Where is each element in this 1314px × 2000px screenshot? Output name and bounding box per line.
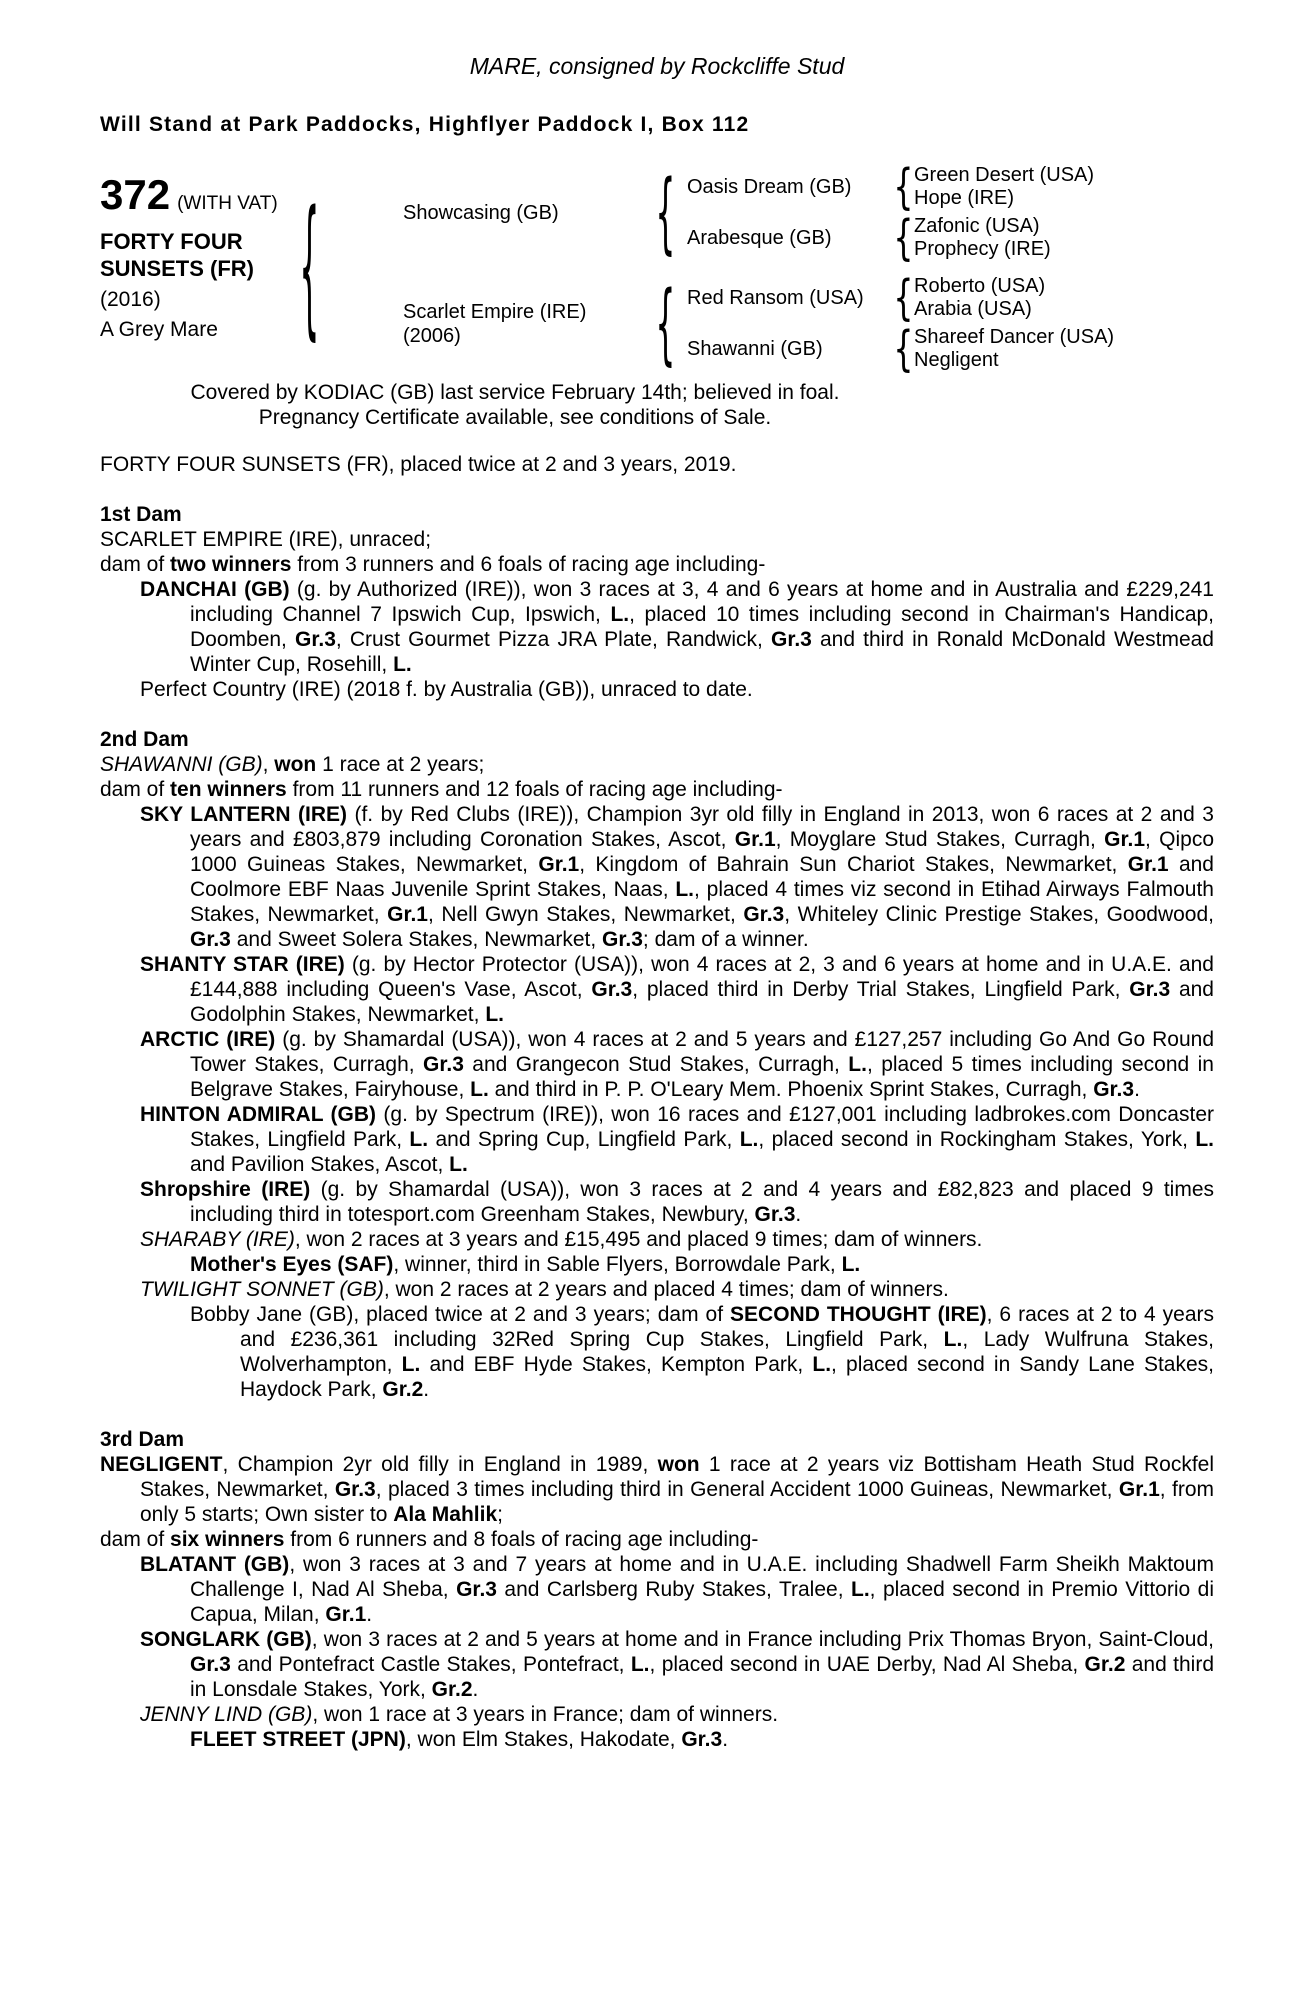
- text-segment: ;: [497, 1503, 503, 1526]
- text-segment: , Whiteley Clinic Prestige Stakes, Goodwood,: [784, 903, 1215, 926]
- text-segment: Gr.2: [431, 1678, 473, 1701]
- text-segment: L.: [449, 1153, 468, 1176]
- ancestor-name: Arabia (USA): [914, 298, 1032, 320]
- text-segment: .: [423, 1378, 430, 1401]
- race-record: FORTY FOUR SUNSETS (FR), placed twice at 2 and 3 years, 2019.: [100, 453, 737, 476]
- text-segment: Gr.1: [1118, 1478, 1160, 1501]
- text-segment: TWILIGHT SONNET (GB): [140, 1278, 384, 1301]
- text-segment: L.: [1195, 1128, 1214, 1151]
- text-segment: and Pavilion Stakes, Ascot,: [190, 1153, 450, 1176]
- text-segment: (g. by Spectrum (IRE)), won 16 races and £127,001 including ladbrokes.com Doncaster Stakes, Lingfield Park,: [190, 1103, 1214, 1151]
- text-segment: L.: [401, 1353, 421, 1376]
- text-segment: , won 2 races at 3 years and £15,495 and placed 9 times; dam of winners.: [294, 1228, 983, 1251]
- pedigree-paragraph: [100, 802, 1214, 952]
- lot-number: 372: [100, 171, 171, 218]
- ancestor-name: Prophecy (IRE): [914, 238, 1051, 260]
- text-segment: , won 1 race at 3 years in France; dam of winners.: [312, 1703, 779, 1726]
- text-segment: , Nell Gwyn Stakes, Newmarket,: [427, 903, 744, 926]
- foaling-year: (2016): [100, 288, 161, 311]
- section-heading: 1st Dam: [100, 503, 182, 526]
- text-segment: Ala Mahlik: [393, 1503, 498, 1526]
- brace-level2: [653, 192, 677, 234]
- text-segment: and third in P. P. O'Leary Mem. Phoenix Sprint Stakes, Curragh,: [488, 1078, 1094, 1101]
- dam-name-text: Scarlet Empire (IRE): [403, 300, 587, 323]
- text-segment: BLATANT (GB): [140, 1553, 290, 1576]
- text-segment: , placed second in Premio Vittorio di Capua, Milan,: [190, 1578, 1214, 1626]
- text-segment: Gr.3: [190, 928, 231, 951]
- text-segment: , Qipco 1000 Guineas Stakes, Newmarket,: [190, 828, 1214, 876]
- pedigree-paragraph: [100, 552, 1214, 577]
- text-segment: , placed 10 times including second in Chairman's Handicap, Doomben,: [190, 603, 1215, 651]
- text-segment: Perfect Country (IRE) (2018 f. by Australia (GB)), unraced to date.: [140, 678, 753, 701]
- text-segment: L.: [675, 878, 695, 901]
- text-segment: Gr.3: [743, 903, 785, 926]
- text-segment: Gr.2: [1084, 1653, 1126, 1676]
- pedigree-paragraph: [100, 752, 1214, 777]
- text-segment: (g. by Shamardal (USA)), won 3 races at 2 and 4 years and £82,823 and placed 9 times including third in totesport.com Greenham Stakes, Newbury,: [190, 1178, 1215, 1226]
- sire-sire-branch: [677, 164, 1094, 210]
- text-segment: , winner, third in Sable Flyers, Borrowdale Park,: [393, 1253, 842, 1276]
- pedigree-paragraph: [100, 1027, 1214, 1102]
- text-segment: , placed second in UAE Derby, Nad Al Sheba,: [649, 1653, 1085, 1676]
- text-segment: dam of: [100, 778, 171, 801]
- sire-dam-branch: [677, 215, 1094, 261]
- text-segment: Gr.1: [538, 853, 580, 876]
- pedigree-paragraph: [100, 1527, 1214, 1552]
- text-segment: and third in Lonsdale Stakes, York,: [190, 1653, 1214, 1701]
- text-segment: Shropshire (IRE): [140, 1178, 311, 1201]
- text-segment: DANCHAI (GB): [140, 578, 290, 601]
- horse-description: A Grey Mare: [100, 318, 218, 341]
- text-segment: Mother's Eyes (SAF): [190, 1253, 394, 1276]
- text-segment: and Sweet Solera Stakes, Newmarket,: [230, 928, 603, 951]
- text-segment: , won 3 races at 3 and 7 years at home and in U.A.E. including Shadwell Farm Sheikh Maktoum Challenge I, Nad Al Sheba,: [190, 1553, 1214, 1601]
- sire-branch: [323, 164, 1114, 261]
- text-segment: and Coolmore EBF Naas Juvenile Sprint Stakes, Naas,: [190, 853, 1214, 901]
- text-segment: Gr.3: [190, 1653, 231, 1676]
- sire-name: [323, 201, 653, 225]
- covering-details: [100, 380, 930, 430]
- text-segment: from 11 runners and 12 foals of racing age including-: [286, 778, 783, 801]
- text-segment: L.: [630, 1653, 650, 1676]
- pedigree-paragraph: [100, 527, 1214, 552]
- sire-sire-name: Oasis Dream (GB): [687, 176, 852, 198]
- dam-sire-branch: [677, 275, 1114, 321]
- text-segment: (g. by Hector Protector (USA)), won 4 races at 2, 3 and 6 years at home and in U.A.E. and £144,888 including Queen's Vase, Ascot,: [190, 953, 1214, 1001]
- pedigree-tree: [295, 164, 1114, 372]
- horse-name-line2: SUNSETS (FR): [100, 256, 254, 281]
- dam-dam-branch: [677, 326, 1114, 372]
- text-segment: , 6 races at 2 to 4 years and £236,361 including 32Red Spring Cup Stakes, Lingfield Park,: [240, 1303, 1214, 1351]
- text-segment: six winners: [170, 1528, 285, 1551]
- ancestor-name: Green Desert (USA): [914, 164, 1095, 186]
- text-segment: NEGLIGENT: [100, 1453, 223, 1476]
- brace-level3: [892, 166, 914, 208]
- text-segment: ten winners: [170, 778, 287, 801]
- text-segment: .: [472, 1678, 479, 1701]
- ancestor-name: Roberto (USA): [914, 275, 1046, 297]
- dam-name: [323, 300, 653, 348]
- text-segment: , Moyglare Stud Stakes, Curragh,: [775, 828, 1105, 851]
- brace-level2: [653, 303, 677, 345]
- dam-year: (2006): [403, 324, 461, 347]
- text-segment: and Carlsberg Ruby Stakes, Tralee,: [496, 1578, 851, 1601]
- text-segment: , won Elm Stakes, Hakodate,: [405, 1728, 682, 1751]
- sire-name-text: Showcasing (GB): [403, 201, 559, 224]
- text-segment: Gr.3: [334, 1478, 376, 1501]
- dam-dam-name: Shawanni (GB): [687, 338, 823, 360]
- section-heading: 2nd Dam: [100, 728, 189, 751]
- pedigree-table: [100, 164, 1214, 372]
- dam-sire-name: Red Ransom (USA): [687, 287, 864, 309]
- text-segment: Gr.3: [295, 628, 336, 651]
- text-segment: , placed 5 times including second in Belgrave Stakes, Fairyhouse,: [190, 1053, 1214, 1101]
- text-segment: and third in Ronald McDonald Westmead Winter Cup, Rosehill,: [190, 628, 1214, 676]
- covering-line1: Covered by KODIAC (GB) last service February 14th; believed in foal.: [190, 381, 840, 404]
- text-segment: L.: [848, 1053, 867, 1076]
- text-segment: SECOND THOUGHT (IRE): [730, 1303, 987, 1326]
- text-segment: Gr.3: [681, 1728, 723, 1751]
- text-segment: and EBF Hyde Stakes, Kempton Park,: [420, 1353, 813, 1376]
- text-segment: (g. by Shamardal (USA)), won 4 races at 2 and 5 years and £127,257 including Go And Go Round Tower Stakes, Curragh,: [190, 1028, 1215, 1076]
- text-segment: Gr.1: [325, 1603, 367, 1626]
- text-segment: and Pontefract Castle Stakes, Pontefract,: [230, 1653, 631, 1676]
- text-segment: two winners: [170, 553, 292, 576]
- dam-branch: [323, 275, 1114, 372]
- text-segment: Gr.3: [602, 928, 643, 951]
- text-segment: , Crust Gourmet Pizza JRA Plate, Randwick,: [335, 628, 771, 651]
- text-segment: , won 3 races at 2 and 5 years at home and in France including Prix Thomas Bryon, Saint-Cloud,: [311, 1628, 1214, 1651]
- text-segment: L.: [409, 1128, 429, 1151]
- text-segment: SONGLARK (GB): [140, 1628, 312, 1651]
- text-segment: Gr.2: [382, 1378, 424, 1401]
- text-segment: ; dam of a winner.: [642, 928, 809, 951]
- pedigree-paragraph: [100, 1227, 1214, 1252]
- text-segment: Gr.3: [770, 628, 812, 651]
- pedigree-sections: [100, 502, 1214, 1752]
- text-segment: Gr.3: [456, 1578, 497, 1601]
- pedigree-paragraph: [100, 577, 1214, 677]
- pedigree-paragraph: [100, 677, 1214, 702]
- pedigree-paragraph: [100, 1552, 1214, 1627]
- sire-dam-name: Arabesque (GB): [687, 227, 832, 249]
- text-segment: ARCTIC (IRE): [140, 1028, 276, 1051]
- pedigree-paragraph: [100, 1702, 1214, 1727]
- text-segment: L.: [470, 1078, 489, 1101]
- pedigree-paragraph: [100, 777, 1214, 802]
- text-segment: and Spring Cup, Lingfield Park,: [428, 1128, 740, 1151]
- text-segment: L.: [812, 1353, 832, 1376]
- brace-level3: [892, 217, 914, 259]
- text-segment: L.: [610, 603, 630, 626]
- pedigree-paragraph: [100, 952, 1214, 1027]
- pedigree-paragraph: [100, 1727, 1214, 1752]
- text-segment: from 3 runners and 6 foals of racing age including-: [291, 553, 766, 576]
- text-segment: L.: [739, 1128, 759, 1151]
- text-segment: , placed 3 times including third in General Accident 1000 Guineas, Newmarket,: [375, 1478, 1119, 1501]
- stand-location-line: Will Stand at Park Paddocks, Highflyer Paddock I, Box 112: [100, 113, 750, 136]
- text-segment: L.: [943, 1328, 963, 1351]
- text-segment: .: [722, 1728, 729, 1751]
- horse-name-line1: FORTY FOUR: [100, 229, 243, 254]
- text-segment: , placed second in Sandy Lane Stakes, Haydock Park,: [240, 1353, 1214, 1401]
- ancestor-name: Negligent: [914, 349, 999, 371]
- brace-level3: [892, 328, 914, 370]
- text-segment: SHAWANNI (GB): [100, 753, 263, 776]
- text-segment: from 6 runners and 8 foals of racing age including-: [284, 1528, 759, 1551]
- text-segment: Gr.3: [591, 978, 633, 1001]
- text-segment: ,: [262, 753, 275, 776]
- text-segment: Gr.1: [387, 903, 428, 926]
- text-segment: dam of: [100, 553, 171, 576]
- text-segment: and Godolphin Stakes, Newmarket,: [190, 978, 1214, 1026]
- text-segment: L.: [393, 653, 412, 676]
- pedigree-paragraph: [100, 1302, 1214, 1402]
- lot-number-row: [100, 171, 295, 218]
- text-segment: Gr.3: [1129, 978, 1171, 1001]
- text-segment: Gr.1: [734, 828, 776, 851]
- section-heading: 3rd Dam: [100, 1428, 185, 1451]
- text-segment: FLEET STREET (JPN): [190, 1728, 406, 1751]
- text-segment: , placed second in Rockingham Stakes, York,: [758, 1128, 1196, 1151]
- text-segment: and Grangecon Stud Stakes, Curragh,: [463, 1053, 849, 1076]
- ancestor-name: Hope (IRE): [914, 187, 1015, 209]
- pedigree-paragraph: [100, 1452, 1214, 1527]
- text-segment: Gr.3: [754, 1203, 796, 1226]
- text-segment: .: [1134, 1078, 1140, 1101]
- brace-level3: [892, 277, 914, 319]
- text-segment: Gr.3: [423, 1053, 464, 1076]
- text-segment: JENNY LIND (GB): [140, 1703, 313, 1726]
- text-segment: dam of: [100, 1528, 171, 1551]
- text-segment: L.: [485, 1003, 504, 1026]
- text-segment: L.: [841, 1253, 861, 1276]
- text-segment: won: [657, 1453, 700, 1476]
- text-segment: .: [795, 1203, 802, 1226]
- text-segment: Gr.1: [1127, 853, 1169, 876]
- text-segment: SKY LANTERN (IRE): [140, 803, 348, 826]
- text-segment: SHARABY (IRE): [140, 1228, 295, 1251]
- pedigree-paragraph: [100, 1102, 1214, 1177]
- text-segment: L.: [851, 1578, 870, 1601]
- text-segment: won: [274, 753, 317, 776]
- text-segment: SCARLET EMPIRE (IRE), unraced;: [100, 528, 432, 551]
- pedigree-paragraph: [100, 1252, 1214, 1277]
- consignor-line: MARE, consigned by Rockcliffe Stud: [469, 53, 845, 79]
- text-segment: , Kingdom of Bahrain Sun Chariot Stakes, Newmarket,: [579, 853, 1128, 876]
- text-segment: Gr.1: [1104, 828, 1146, 851]
- text-segment: , Lady Wulfruna Stakes, Wolverhampton,: [240, 1328, 1214, 1376]
- lot-info: [100, 164, 295, 372]
- text-segment: (f. by Red Clubs (IRE)), Champion 3yr old filly in England in 2013, won 6 races at 2 and 3 years and £803,879 including Coronation Stakes, Ascot,: [190, 803, 1214, 851]
- pedigree-paragraph: [100, 1177, 1214, 1227]
- text-segment: Gr.3: [1093, 1078, 1135, 1101]
- text-segment: Bobby Jane (GB), placed twice at 2 and 3 years; dam of: [190, 1303, 731, 1326]
- horse-name: [100, 228, 295, 282]
- text-segment: , placed third in Derby Trial Stakes, Lingfield Park,: [632, 978, 1130, 1001]
- lot-vat-note: (WITH VAT): [177, 193, 278, 214]
- text-segment: 1 race at 2 years;: [316, 753, 485, 776]
- ancestor-name: Zafonic (USA): [914, 215, 1040, 237]
- text-segment: SHANTY STAR (IRE): [140, 953, 345, 976]
- text-segment: , won 2 races at 2 years and placed 4 times; dam of winners.: [383, 1278, 949, 1301]
- text-segment: HINTON ADMIRAL (GB): [140, 1103, 377, 1126]
- brace-level1: [295, 247, 323, 289]
- pedigree-paragraph: [100, 1277, 1214, 1302]
- text-segment: , Champion 2yr old filly in England in 1989,: [222, 1453, 658, 1476]
- pedigree-paragraph: [100, 1627, 1214, 1702]
- text-segment: , placed 4 times viz second in Etihad Airways Falmouth Stakes, Newmarket,: [190, 878, 1214, 926]
- text-segment: 1 race at 2 years viz Bottisham Heath Stud Rockfel Stakes, Newmarket,: [140, 1453, 1215, 1501]
- covering-line2: Pregnancy Certificate available, see conditions of Sale.: [258, 406, 772, 429]
- text-segment: (g. by Authorized (IRE)), won 3 races at 3, 4 and 6 years at home and in Australia and £229,241 including Channel 7 Ipswich Cup, Ipswich,: [190, 578, 1214, 626]
- text-segment: .: [366, 1603, 373, 1626]
- text-segment: , from only 5 starts; Own sister to: [140, 1478, 1215, 1526]
- ancestor-name: Shareef Dancer (USA): [914, 326, 1115, 348]
